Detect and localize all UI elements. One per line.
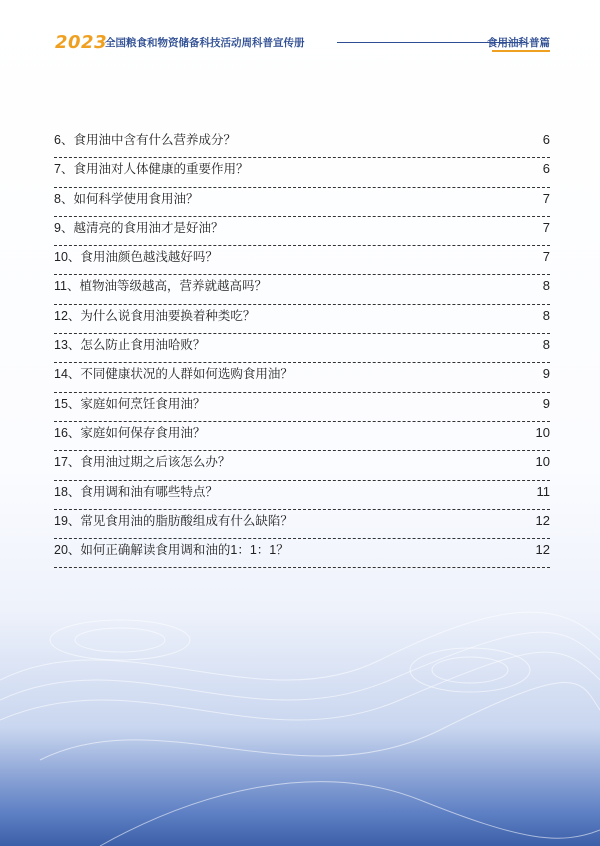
toc-entry-page: 7 — [542, 219, 550, 235]
toc-entry[interactable] — [54, 510, 550, 539]
toc-entry-title: 7、食用油对人体健康的重要作用？ — [54, 162, 249, 177]
toc-entry-title: 12、为什么说食用油要换着种类吃？ — [54, 308, 256, 323]
toc-entry-title: 9、越清亮的食用油才是好油？ — [54, 220, 224, 235]
toc-entry[interactable] — [54, 363, 550, 392]
year-logo: 2023 — [55, 32, 108, 53]
brochure-subtitle: 全国粮食和物资储备科技活动周科普宣传册 — [105, 37, 305, 49]
section-title: 食用油科普篇 — [487, 37, 550, 49]
toc-entry-page: 12 — [535, 542, 550, 558]
toc-entry[interactable] — [54, 246, 550, 275]
toc-entry-title: 15、家庭如何烹饪食用油？ — [54, 396, 206, 411]
section-underline — [492, 50, 550, 52]
toc-entry[interactable] — [54, 158, 550, 187]
header — [55, 33, 550, 53]
toc-entry[interactable] — [54, 275, 550, 304]
toc-entry[interactable] — [54, 393, 550, 422]
toc-entry-page: 8 — [542, 278, 550, 294]
toc-entry-title: 14、不同健康状况的人群如何选购食用油？ — [54, 367, 293, 382]
toc-entry[interactable] — [54, 481, 550, 510]
toc-entry-page: 7 — [542, 190, 550, 206]
toc-entry-page: 9 — [542, 366, 550, 382]
toc-entry-title: 8、如何科学使用食用油？ — [54, 191, 199, 206]
toc-entry-page: 10 — [535, 454, 550, 470]
toc-entry[interactable] — [54, 422, 550, 451]
toc-entry-title: 17、食用油过期之后该怎么办？ — [54, 455, 231, 470]
toc-entry-title: 13、怎么防止食用油哈败？ — [54, 338, 206, 353]
toc-entry-page: 9 — [542, 395, 550, 411]
toc-entry-page: 8 — [542, 307, 550, 323]
toc-entry-page: 6 — [542, 161, 550, 177]
toc-entry-page: 10 — [535, 424, 550, 440]
toc-entry-title: 16、家庭如何保存食用油？ — [54, 425, 206, 440]
toc-entry[interactable] — [54, 451, 550, 480]
toc-entry-page: 12 — [535, 512, 550, 528]
table-of-contents — [54, 129, 550, 568]
background-swirl-art — [0, 560, 600, 846]
toc-entry-title: 11、植物油等级越高，营养就越高吗？ — [54, 279, 267, 294]
toc-entry[interactable] — [54, 188, 550, 217]
toc-entry-page: 8 — [542, 337, 550, 353]
toc-entry-page: 6 — [542, 132, 550, 147]
toc-entry[interactable] — [54, 305, 550, 334]
toc-entry-title: 18、食用调和油有哪些特点？ — [54, 484, 218, 499]
toc-entry-title: 6、食用油中含有什么营养成分？ — [54, 133, 236, 147]
toc-entry-page: 11 — [536, 483, 550, 499]
toc-entry-title: 19、常见食用油的脂肪酸组成有什么缺陷？ — [54, 513, 293, 528]
toc-entry[interactable] — [54, 217, 550, 246]
toc-entry[interactable] — [54, 334, 550, 363]
toc-entry[interactable] — [54, 129, 550, 158]
toc-entry-page: 7 — [542, 249, 550, 265]
toc-entry-title: 10、食用油颜色越浅越好吗？ — [54, 250, 218, 265]
toc-entry-title: 20、如何正确解读食用调和油的1：1：1？ — [54, 543, 289, 558]
